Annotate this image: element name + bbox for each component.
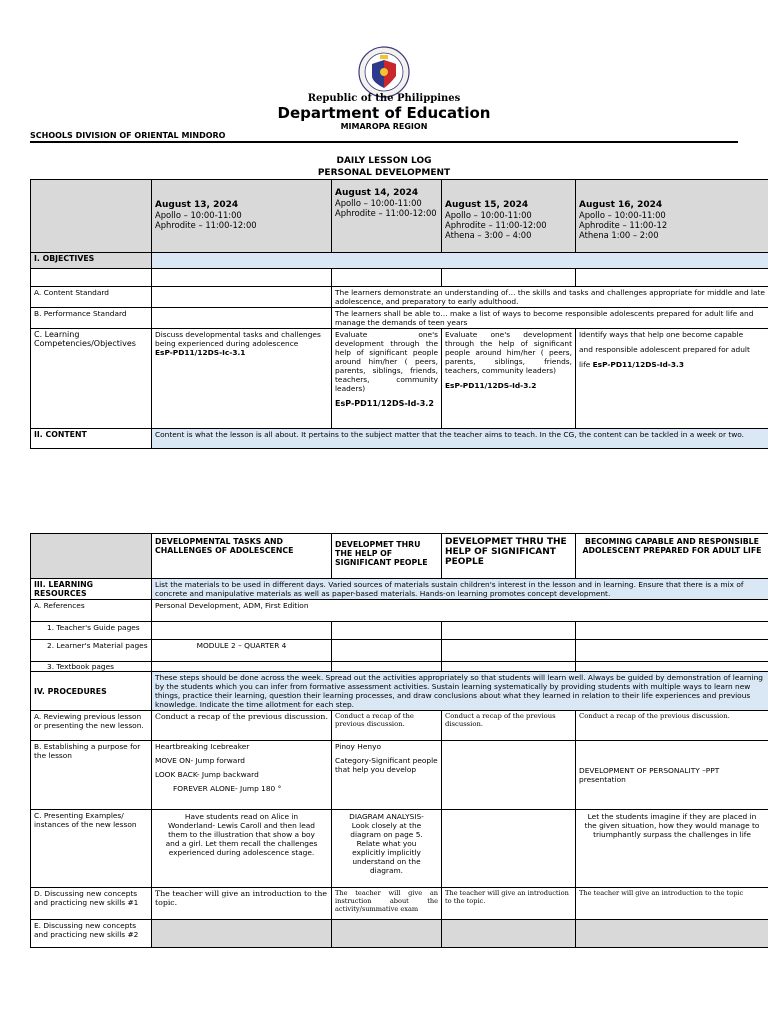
proc-a-row [31, 711, 768, 741]
proc-b-day-2: Pinoy Henyo Category-Significant people that help you develop [332, 741, 442, 810]
lc-day-1: Discuss developmental tasks and challenges being experienced during adolescence EsP-PD11/12DS-Ic-3.1 [152, 329, 332, 429]
content-text: Content is what the lesson is all about. It pertains to the subject matter that the teacher aims to teach. In the CG, the content can be tackled in a week or two. [152, 429, 768, 449]
learning-resources-text: List the materials to be used in different days. Varied sources of materials sustain children's interest in the lesson and in learning. Ensure that there is a mix of concrete and manipulative materials as well as paper-based materials. Hands-on learning promotes concept development. [152, 579, 768, 600]
proc-b-day-4: DEVELOPMENT OF PERSONALITY –PPT presentation [576, 741, 768, 810]
topic-day-1: DEVELOPMENTAL TASKS AND CHALLENGES OF ADOLESCENCE [152, 534, 332, 579]
references-row [31, 600, 768, 622]
proc-c-label: C. Presenting Examples/ instances of the new lesson [31, 810, 152, 888]
topic-day-4: BECOMING CAPABLE AND RESPONSIBLE ADOLESCENT PREPARED FOR ADULT LIFE [576, 534, 768, 579]
learners-material-label: 2. Learner's Material pages [31, 640, 152, 662]
proc-c-day-4: Let the students imagine if they are placed in the given situation, how they would manage to triumphantly surpass the challenges in life [576, 810, 768, 888]
performance-standard-row [31, 308, 768, 329]
topic-day-3: DEVELOPMET THRU THE HELP OF SIGNIFICANT PEOPLE [442, 534, 576, 579]
content-row [31, 429, 768, 449]
log-title: DAILY LESSON LOG [336, 156, 432, 166]
content-standard-row [31, 287, 768, 308]
days-row-label [31, 180, 152, 253]
proc-a-label: A. Reviewing previous lesson or presenting the new lesson. [31, 711, 152, 741]
performance-standard-text: The learners shall be able to… make a list of ways to become responsible adolescents prepared for adult life and manage the demands of teen years [332, 308, 768, 329]
performance-standard-label: B. Performance Standard [31, 308, 152, 329]
days-row [31, 180, 768, 253]
proc-c-day-1: Have students read on Alice in Wonderland- Lewis Caroll and then lead them to the illustration that show a boy and a girl. Let them recall the challenges experienced during adolescence stage. [152, 810, 332, 888]
objectives-band [152, 253, 768, 269]
objectives-row [31, 253, 768, 269]
proc-a-day-2: Conduct a recap of the previous discussion. [332, 711, 442, 741]
learners-material-value: MODULE 2 – QUARTER 4 [152, 640, 332, 662]
spacer-row [31, 269, 768, 287]
procedures-text: These steps should be done across the week. Spread out the activities appropriately so that students will learn well. Always be guided by demonstration of learning by the students which you can infer from formative assessment activities. Sustain learning systematically by providing students with multiple ways to learn new things, practice their learning, question their learning processes, and draw conclusions about what they learned in relation to their life experiences and previous knowledge. Indicate the time allotment for each step. [152, 672, 768, 711]
lc-day-2: Evaluate one's development through the help of significant people around him/her ( peers, parents, siblings, friends, teachers, community leaders) EsP-PD11/12DS-Id-3.2 [332, 329, 442, 429]
department-title: Department of Education [277, 104, 491, 122]
lesson-log-table-1 [30, 179, 768, 449]
proc-a-day-1: Conduct a recap of the previous discussion. [152, 711, 332, 741]
proc-d-day-4: The teacher will give an introduction to the topic [576, 888, 768, 920]
topic-day-2: DEVELOPMET THRU THE HELP OF SIGNIFICANT PEOPLE [332, 534, 442, 579]
learning-resources-row [31, 579, 768, 600]
references-text: Personal Development, ADM, First Edition [152, 600, 768, 622]
textbook-row [31, 662, 768, 672]
content-heading: II. CONTENT [31, 429, 152, 449]
learning-competencies-label: C. Learning Competencies/Objectives [31, 329, 152, 429]
topics-row [31, 534, 768, 579]
references-label: A. References [31, 600, 152, 622]
proc-e-label: E. Discussing new concepts and practicing new skills #2 [31, 920, 152, 948]
teachers-guide-label: 1. Teacher's Guide pages [31, 622, 152, 640]
proc-e-row [31, 920, 768, 948]
division-title: SCHOOLS DIVISION OF ORIENTAL MINDORO [30, 131, 226, 140]
procedures-row [31, 672, 768, 711]
proc-c-row [31, 810, 768, 888]
log-subject: PERSONAL DEVELOPMENT [317, 168, 451, 178]
proc-c-day-3 [442, 810, 576, 888]
content-standard-text: The learners demonstrate an understanding of… the skills and tasks and challenges appropriate for middle and late adolescence, and preparatory to early adulthood. [332, 287, 768, 308]
objectives-heading: I. OBJECTIVES [31, 253, 152, 269]
lc-day-4: Identify ways that help one become capable and responsible adolescent prepared for adult life EsP-PD11/12DS-Id-3.3 [576, 329, 768, 429]
proc-c-day-2: DIAGRAM ANALYSIS- Look closely at the diagram on page 5. Relate what you explicitly implicitly understand on the diagram. [332, 810, 442, 888]
lesson-log-table-2 [30, 533, 768, 948]
proc-b-label: B. Establishing a purpose for the lesson [31, 741, 152, 810]
learning-competencies-row [31, 329, 768, 429]
day-2-header: August 14, 2024 Apollo – 10:00-11:00 Aphrodite – 11:00-12:00 [332, 180, 442, 253]
proc-a-day-4: Conduct a recap of the previous discussion. [576, 711, 768, 741]
day-3-header: August 15, 2024 Apollo – 10:00-11:00 Aphrodite – 11:00-12:00 Athena – 3:00 – 4:00 [442, 180, 576, 253]
content-standard-label: A. Content Standard [31, 287, 152, 308]
republic-title: Republic of the Philippines [307, 93, 461, 104]
header-divider [30, 141, 738, 143]
procedures-heading: IV. PROCEDURES [31, 672, 152, 711]
day-4-header: August 16, 2024 Apollo – 10:00-11:00 Aphrodite – 11:00-12 Athena 1:00 – 2:00 [576, 180, 768, 253]
deped-seal-icon [358, 46, 410, 98]
textbook-label: 3. Textbook pages [31, 662, 152, 672]
proc-b-row [31, 741, 768, 810]
proc-d-day-1: The teacher will give an introduction to the topic. [152, 888, 332, 920]
learning-resources-heading: III. LEARNING RESOURCES [31, 579, 152, 600]
teachers-guide-row [31, 622, 768, 640]
region-title: MIMAROPA REGION [340, 122, 428, 131]
day-1-header: August 13, 2024 Apollo – 10:00-11:00 Aphrodite – 11:00-12:00 [152, 180, 332, 253]
proc-d-day-3: The teacher will give an introduction to the topic. [442, 888, 576, 920]
proc-d-label: D. Discussing new concepts and practicing new skills #1 [31, 888, 152, 920]
learners-material-row [31, 640, 768, 662]
log-title-block [0, 155, 768, 179]
proc-d-row [31, 888, 768, 920]
proc-a-day-3: Conduct a recap of the previous discussion. [442, 711, 576, 741]
proc-b-day-3 [442, 741, 576, 810]
document-header [0, 0, 768, 150]
lc-day-3: Evaluate one's development through the help of significant people around him/her ( peers, parents, siblings, friends, teachers, community leaders) EsP-PD11/12DS-Id-3.2 [442, 329, 576, 429]
proc-b-day-1: Heartbreaking Icebreaker MOVE ON- Jump forward LOOK BACK- Jump backward FOREVER ALONE- Jump 180 ° [152, 741, 332, 810]
proc-d-day-2: The teacher will give an instruction about the activity/summative exam [332, 888, 442, 920]
